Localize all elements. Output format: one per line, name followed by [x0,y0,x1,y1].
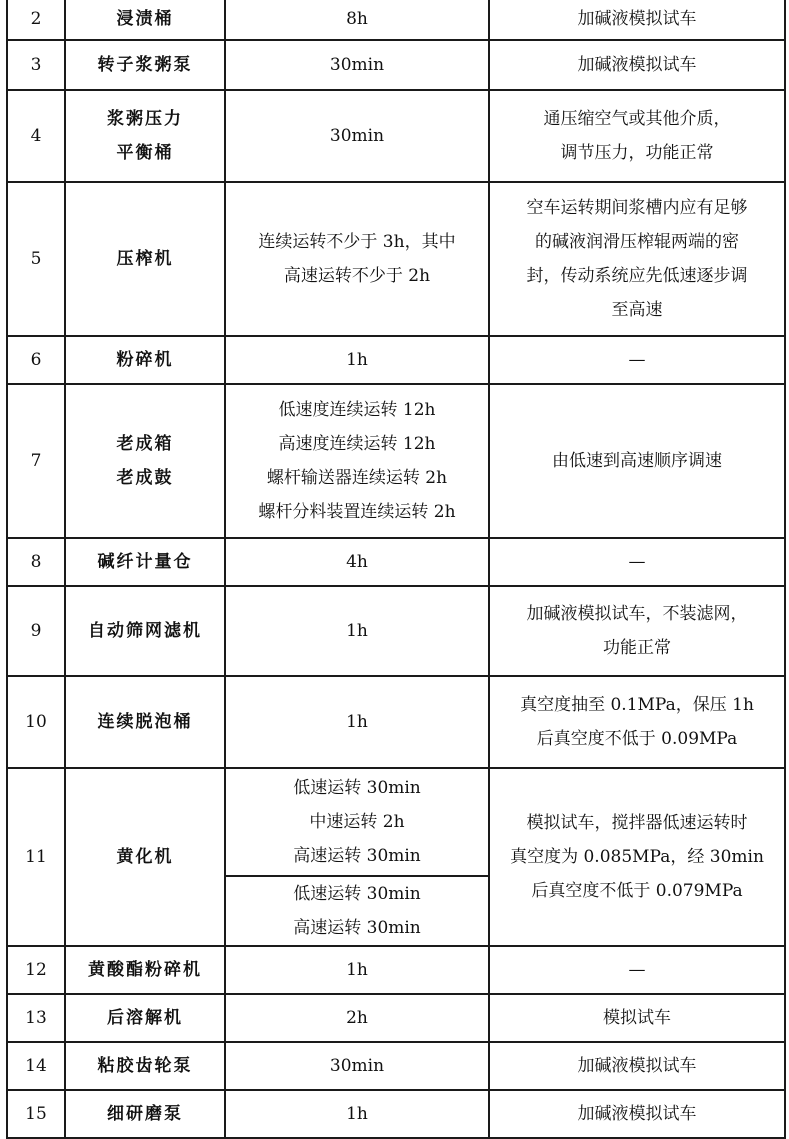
remarks-line: 后真空度不低于 0.09MPa [536,729,738,749]
table-row [7,0,785,40]
equipment-name [65,1042,225,1090]
equipment-name [65,90,225,182]
row-number: 15 [7,1090,65,1138]
test-duration-line: 低速运转 30min [293,778,421,798]
equipment-name [65,0,225,40]
equipment-test-table [6,0,786,1139]
test-duration [225,538,489,586]
remarks [489,994,785,1042]
test-duration [225,336,489,384]
test-duration [225,676,489,768]
test-duration-line: 4h [346,552,368,572]
equipment-name-line: 浸渍桶 [116,9,174,29]
test-duration [225,768,489,876]
row-number: 10 [7,676,65,768]
remarks-line: — [628,350,646,370]
test-duration [225,994,489,1042]
test-duration-line: 螺杆输送器连续运转 2h [266,468,448,488]
test-duration-line: 1h [346,1104,368,1124]
equipment-name [65,994,225,1042]
remarks [489,768,785,946]
row-number: 14 [7,1042,65,1090]
table-row [7,384,785,538]
remarks [489,0,785,40]
equipment-name [65,40,225,90]
test-duration [225,0,489,40]
equipment-name-line: 碱纤计量仓 [97,552,193,572]
row-number: 3 [7,40,65,90]
table-row [7,538,785,586]
row-number: 8 [7,538,65,586]
equipment-name-line: 老成箱 [116,434,174,454]
remarks [489,336,785,384]
equipment-name-line: 连续脱泡桶 [97,712,193,732]
remarks [489,586,785,676]
equipment-name [65,538,225,586]
remarks-line: 空车运转期间浆槽内应有足够 [526,198,748,218]
test-duration-line: 2h [346,1008,368,1028]
equipment-name [65,586,225,676]
row-number: 2 [7,0,65,40]
equipment-name [65,676,225,768]
equipment-name [65,336,225,384]
remarks-line: 真空度为 0.085MPa，经 30min [510,847,764,867]
table-row [7,768,785,876]
remarks-line: 加碱液模拟试车 [577,55,697,75]
equipment-name-line: 浆粥压力 [107,109,183,129]
equipment-name [65,768,225,946]
test-duration-line: 高速运转不少于 2h [283,266,431,286]
table-row [7,90,785,182]
remarks-line: 模拟试车 [603,1008,671,1028]
equipment-name-line: 黄化机 [116,847,174,867]
remarks [489,1090,785,1138]
test-duration-line: 连续运转不少于 3h，其中 [258,232,456,252]
table-row [7,946,785,994]
remarks-line: 加碱液模拟试车 [577,9,697,29]
equipment-name-line: 老成鼓 [116,468,174,488]
remarks-line: 调节压力，功能正常 [560,143,714,163]
row-number: 11 [7,768,65,946]
test-duration-line: 高速度连续运转 12h [278,434,436,454]
remarks [489,676,785,768]
row-number: 6 [7,336,65,384]
remarks-line: 封，传动系统应先低速逐步调 [526,266,748,286]
equipment-name-line: 转子浆粥泵 [97,55,193,75]
equipment-name-line: 细研磨泵 [107,1104,183,1124]
row-number: 4 [7,90,65,182]
remarks-line: 模拟试车，搅拌器低速运转时 [526,813,748,833]
equipment-name [65,946,225,994]
remarks [489,40,785,90]
remarks-line: 的碱液润滑压榨辊两端的密 [535,232,739,252]
remarks [489,538,785,586]
test-duration-line: 中速运转 2h [309,812,405,832]
test-duration-line: 1h [346,712,368,732]
test-duration [225,40,489,90]
test-duration-line: 8h [346,9,368,29]
test-duration [225,182,489,336]
remarks [489,1042,785,1090]
test-duration [225,876,489,946]
remarks [489,182,785,336]
test-duration [225,384,489,538]
row-number: 9 [7,586,65,676]
table-row [7,182,785,336]
test-duration [225,90,489,182]
remarks-line: — [628,552,646,572]
test-duration [225,946,489,994]
test-duration-line: 高速运转 30min [293,918,421,938]
remarks-line: — [628,960,646,980]
test-duration-line: 30min [329,1056,385,1076]
equipment-name-line: 平衡桶 [116,143,174,163]
table-row [7,586,785,676]
row-number: 12 [7,946,65,994]
row-number: 7 [7,384,65,538]
equipment-name-line: 粉碎机 [116,350,174,370]
remarks-line: 通压缩空气或其他介质， [543,109,731,129]
test-duration-line: 低速度连续运转 12h [278,400,436,420]
test-duration-line: 螺杆分料装置连续运转 2h [258,502,456,522]
remarks-line: 由低速到高速顺序调速 [552,451,722,471]
table-row [7,40,785,90]
remarks [489,384,785,538]
equipment-name-line: 黄酸酯粉碎机 [88,960,202,980]
remarks-line: 加碱液模拟试车，不装滤网， [526,604,748,624]
test-duration-line: 高速运转 30min [293,846,421,866]
row-number: 5 [7,182,65,336]
remarks [489,90,785,182]
equipment-name-line: 后溶解机 [107,1008,183,1028]
equipment-name-line: 粘胶齿轮泵 [97,1056,193,1076]
test-duration-line: 30min [329,126,385,146]
test-duration-line: 1h [346,621,368,641]
remarks [489,946,785,994]
test-duration [225,586,489,676]
equipment-name [65,182,225,336]
test-duration [225,1042,489,1090]
test-duration [225,1090,489,1138]
equipment-name-line: 压榨机 [116,249,174,269]
table-row [7,994,785,1042]
test-duration-line: 1h [346,350,368,370]
test-duration-line: 30min [329,55,385,75]
remarks-line: 加碱液模拟试车 [577,1104,697,1124]
table-row [7,676,785,768]
remarks-line: 后真空度不低于 0.079MPa [531,881,743,901]
table-row [7,1042,785,1090]
equipment-name-line: 自动筛网滤机 [88,621,202,641]
test-duration-line: 1h [346,960,368,980]
table-row [7,336,785,384]
equipment-name [65,384,225,538]
equipment-name [65,1090,225,1138]
remarks-line: 功能正常 [603,638,671,658]
remarks-line: 加碱液模拟试车 [577,1056,697,1076]
test-duration-line: 低速运转 30min [293,884,421,904]
table-row [7,1090,785,1138]
remarks-line: 至高速 [611,300,663,320]
remarks-line: 真空度抽至 0.1MPa，保压 1h [520,695,754,715]
row-number: 13 [7,994,65,1042]
